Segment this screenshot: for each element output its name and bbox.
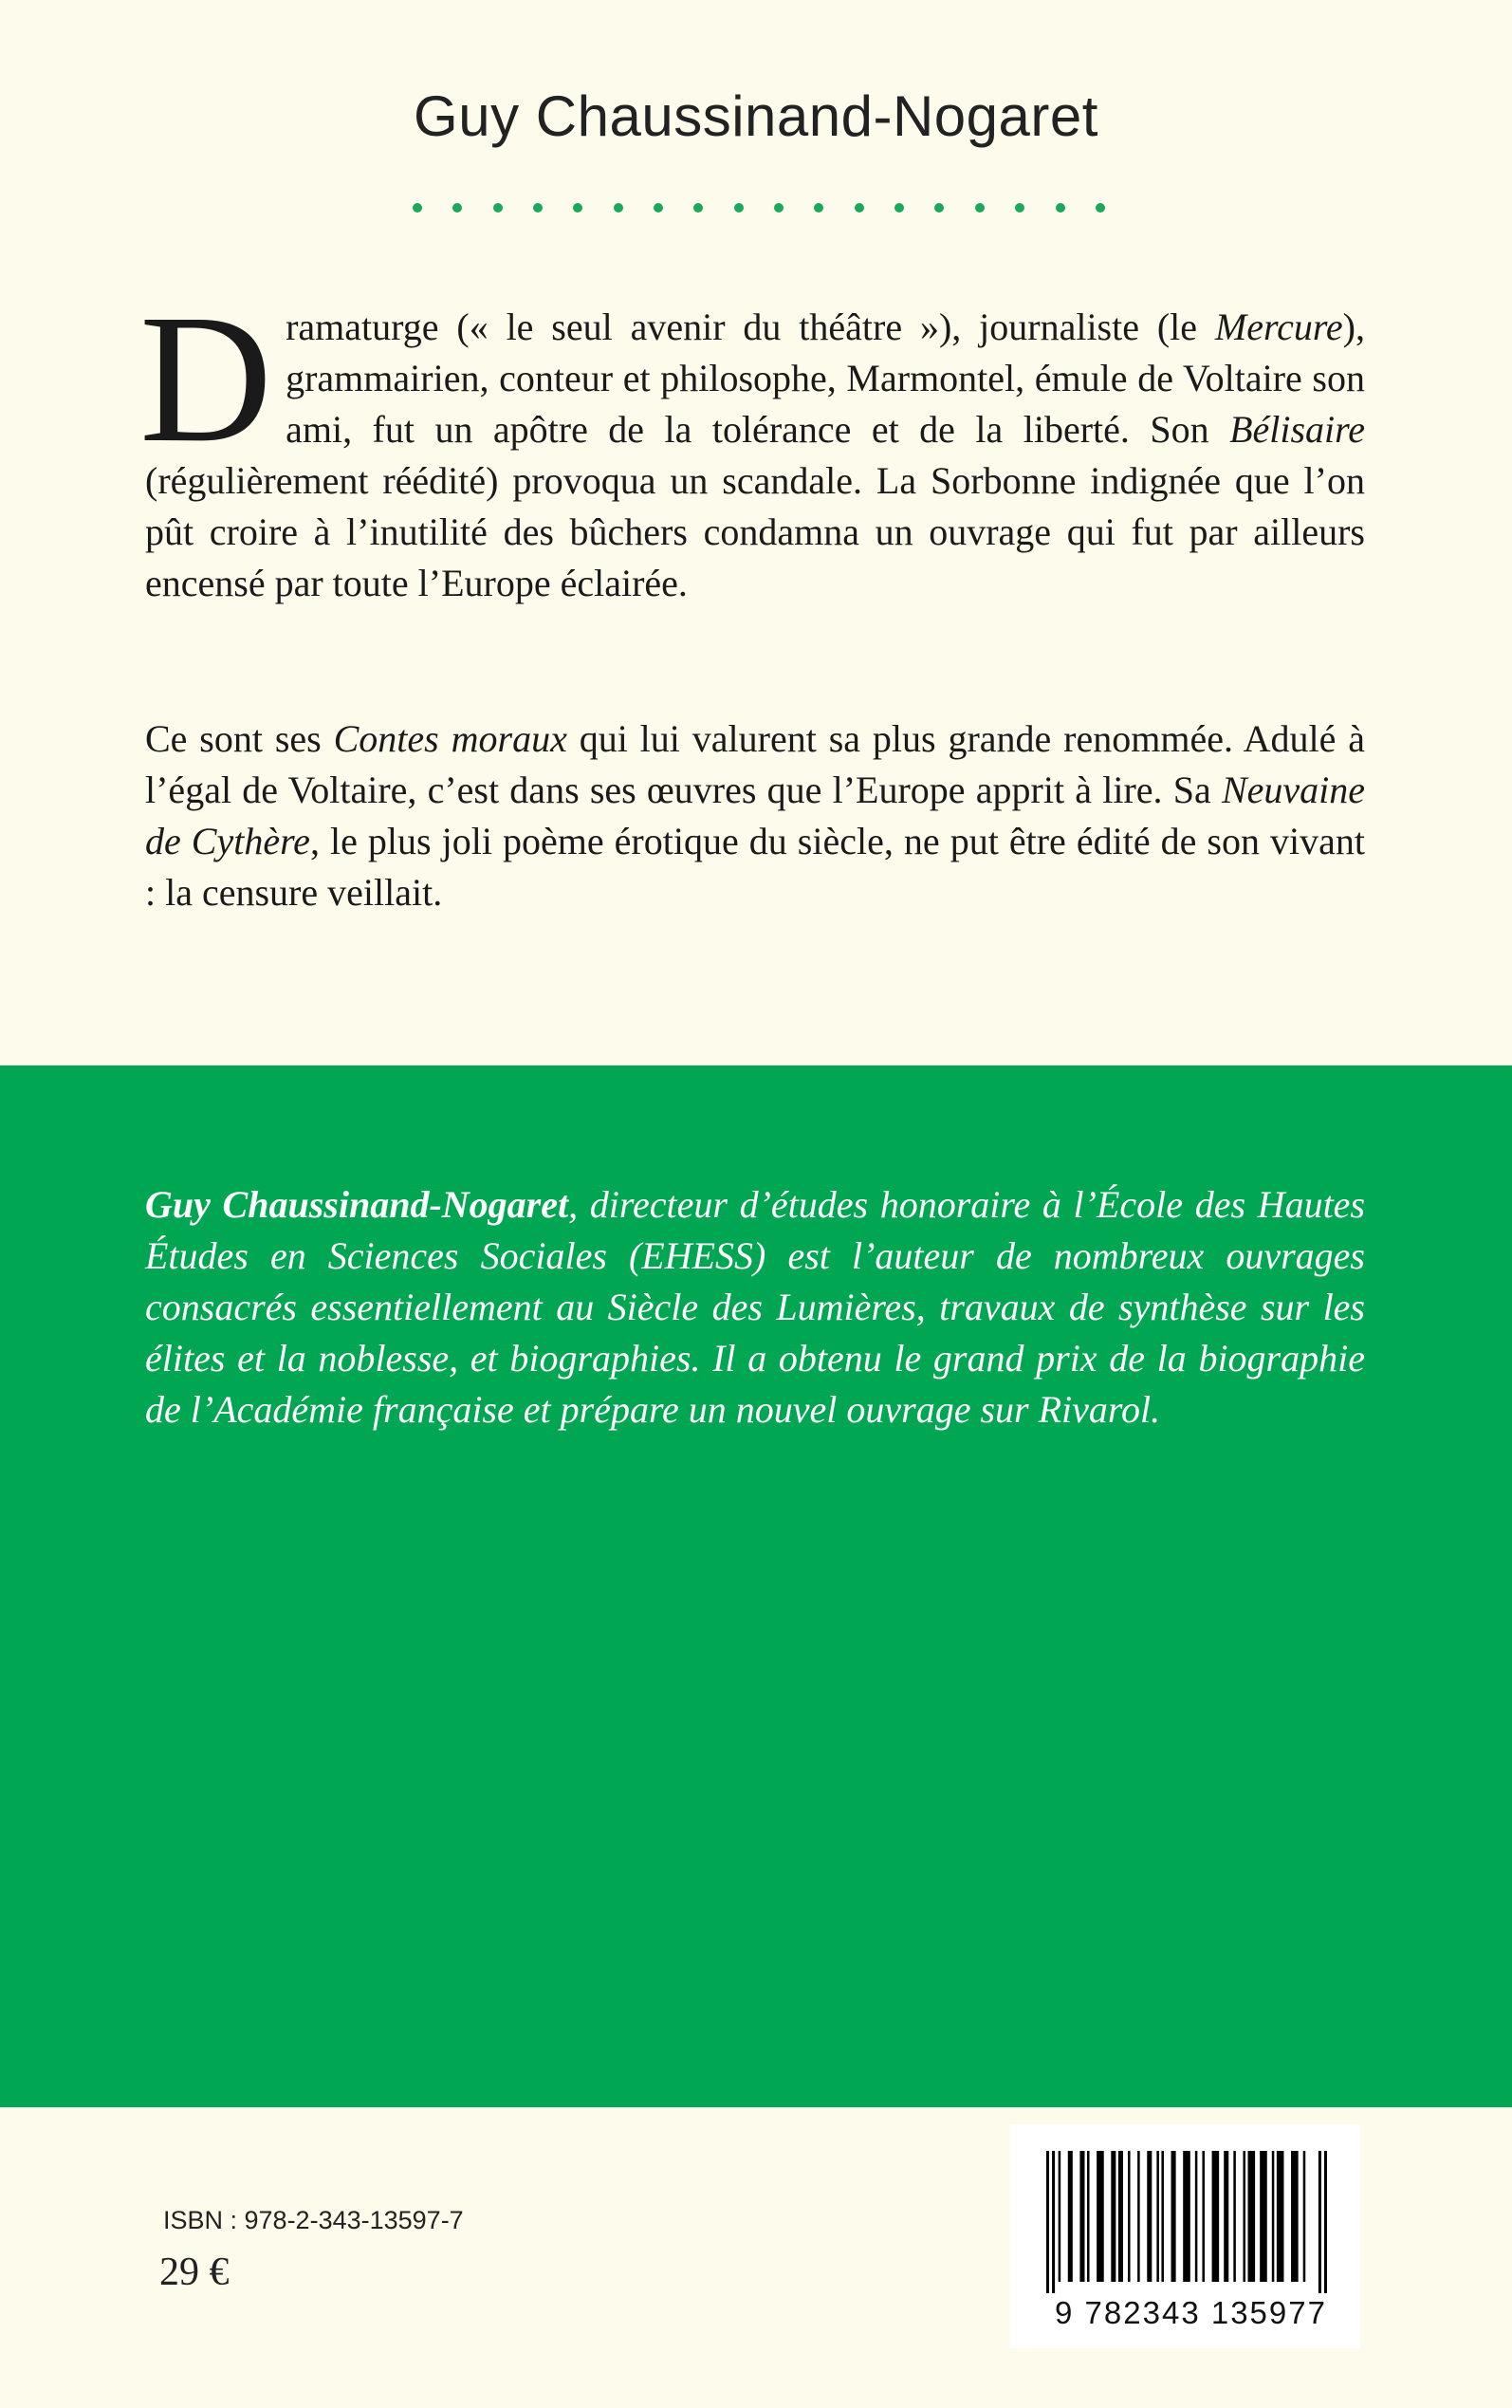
drop-cap: D — [139, 276, 273, 480]
divider-dot — [934, 203, 944, 213]
divider-dot — [1015, 203, 1024, 213]
barcode-bar — [1118, 2151, 1123, 2282]
barcode-bar — [1224, 2151, 1228, 2282]
divider-dot — [693, 203, 703, 213]
barcode-guard-bar — [1318, 2151, 1321, 2293]
barcode-bar — [1147, 2151, 1152, 2282]
author-bio: Guy Chaussinand-Nogaret, directeur d’études honoraire à l’École des Hautes Études en Sciences Sociales (EHESS) est l’auteur de nombreux ouvrages consacrés essentiellement au Siècle des Lumières, travaux de synthèse sur les élites et la noblesse, et biographies. Il a obtenu le grand prix de la biographie de l’Académie française et prépare un nouvel ouvrage sur Rivarol. — [145, 1183, 1366, 1431]
price-label: 29 € — [159, 2251, 230, 2294]
barcode-guard-bar — [1324, 2151, 1327, 2293]
divider-dot — [1056, 203, 1065, 213]
title-belisaire: Bélisaire — [1229, 408, 1365, 451]
barcode-bar — [1260, 2151, 1267, 2282]
divider-dot — [814, 203, 823, 213]
barcode-bar — [1183, 2151, 1190, 2282]
divider-dot — [734, 203, 744, 213]
barcode-bar — [1161, 2151, 1164, 2282]
barcode-digits: 9 782343 135977 — [1055, 2295, 1327, 2330]
barcode-bar — [1212, 2151, 1220, 2282]
dot-divider — [413, 203, 1105, 213]
barcode-bar — [1202, 2151, 1205, 2282]
barcode-bar — [1079, 2151, 1084, 2282]
barcode-bar — [1068, 2151, 1073, 2282]
upper-panel — [0, 0, 1512, 1065]
divider-dot — [975, 203, 985, 213]
barcode — [1010, 2124, 1360, 2348]
barcode-bar — [1291, 2151, 1299, 2282]
barcode-bar — [1248, 2151, 1256, 2282]
divider-dot — [413, 203, 422, 213]
footer-panel — [0, 2107, 1512, 2408]
barcode-bar — [1195, 2151, 1198, 2282]
divider-dot — [533, 203, 543, 213]
title-mercure: Mercure — [1214, 306, 1343, 348]
barcode-bar — [1171, 2151, 1176, 2282]
barcode-bar — [1303, 2151, 1306, 2282]
title-neuvaine: Neuvaine de Cythère — [145, 769, 1365, 862]
divider-dot — [493, 203, 503, 213]
book-blurb — [139, 276, 1366, 918]
divider-dot — [654, 203, 663, 213]
barcode-bar — [1233, 2151, 1236, 2282]
barcode-bar — [1277, 2151, 1284, 2282]
barcode-bar — [1243, 2151, 1245, 2282]
barcode-bar — [1156, 2151, 1159, 2282]
divider-dot — [1096, 203, 1105, 213]
barcode-bar — [1111, 2151, 1116, 2282]
barcode-guard-bar — [1046, 2151, 1049, 2293]
divider-dot — [855, 203, 864, 213]
barcode-bar — [1087, 2151, 1090, 2282]
divider-dot — [573, 203, 582, 213]
barcode-bar — [1128, 2151, 1131, 2282]
author-bio-panel — [0, 1065, 1512, 2107]
divider-dot — [452, 203, 462, 213]
bio-author-name: Guy Chaussinand-Nogaret — [145, 1183, 569, 1226]
divider-dot — [614, 203, 623, 213]
author-title: Guy Chaussinand-Nogaret — [414, 84, 1098, 148]
blurb-paragraph-1: Dramaturge (« le seul avenir du théâtre »), journaliste (le Mercure), grammairien, conteur et philosophe, Marmontel, émule de Voltaire son ami, fut un apôtre de la tolérance et de la liberté. Son Bélisaire (régulièrement réédité) provoqua un scandale. La Sorbonne indignée que l’on pût croire à l’inutilité des bûchers condamna un ouvrage qui fut par ailleurs encensé par toute l’Europe éclairée. — [139, 276, 1365, 604]
blurb-paragraph-2: Ce sont ses Contes moraux qui lui valurent sa plus grande renommée. Adulé à l’égal de Voltaire, c’est dans ses œuvres que l’Europe apprit à lire. Sa Neuvaine de Cythère, le plus joli poème érotique du siècle, ne put être édité de son vivant : la censure veillait. — [145, 717, 1366, 914]
divider-dot — [894, 203, 904, 213]
divider-dot — [774, 203, 784, 213]
barcode-bars — [1046, 2151, 1327, 2293]
barcode-bar — [1097, 2151, 1104, 2282]
barcode-bar — [1059, 2151, 1061, 2282]
title-contes-moraux: Contes moraux — [333, 717, 567, 760]
barcode-guard-bar — [1052, 2151, 1055, 2293]
barcode-bar — [1137, 2151, 1140, 2282]
isbn-label: ISBN : 978-2-343-13597-7 — [163, 2206, 464, 2234]
barcode-bar — [1272, 2151, 1275, 2282]
